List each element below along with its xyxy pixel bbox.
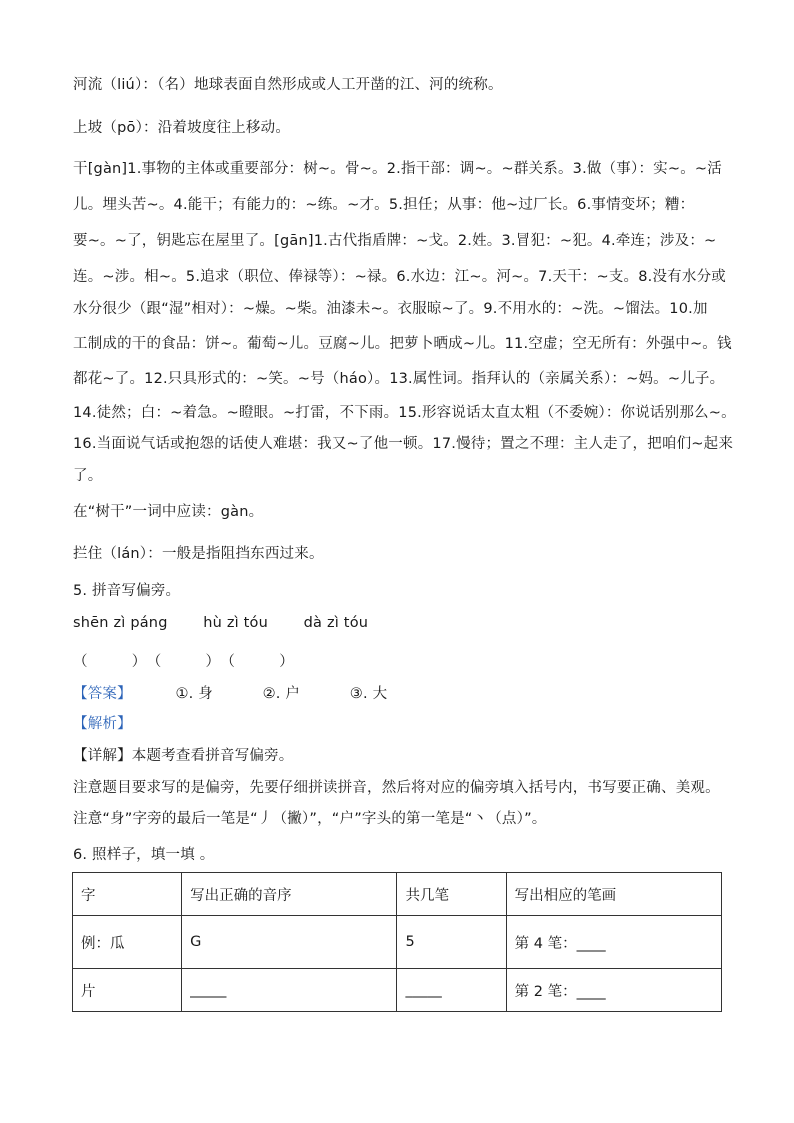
entry-gan-line-3: 要~。~了，钥匙忘在屋里了。[gān]1.古代指盾牌：~戈。2.姓。3.冒犯：~犯。4.牵连；涉及：~ — [73, 233, 717, 249]
entry-gan-line-10: 了。 — [73, 468, 103, 484]
entry-gan-line-6: 工制成的干的食品：饼~。葡萄~儿。豆腐~儿。把萝卜晒成~儿。11.空虚；空无所有：外强中~。钱 — [73, 336, 732, 352]
q6-table — [72, 872, 722, 1012]
q5-pinyin-3: dà zì tóu — [303, 615, 369, 631]
entry-shangpo: 上坡（pō）：沿着坡度往上移动。 — [73, 120, 291, 136]
cell-stroke: 第 4 笔：____ — [506, 916, 721, 969]
table-row — [73, 969, 722, 1012]
q5-note-1: 注意题目要求写的是偏旁，先要仔细拼读拼音，然后将对应的偏旁填入括号内，书写要正确、美观。 — [73, 780, 720, 796]
q5-pinyin-row — [73, 615, 368, 631]
entry-shugan: 在“树干”一词中应读：gàn。 — [73, 504, 264, 520]
entry-gan-line-2: 儿。埋头苦~。4.能干；有能力的：~练。~才。5.担任；从事：他~过厂长。6.事情变坏；糟： — [73, 197, 695, 213]
q5-note-2: 注意“身”字旁的最后一笔是“丿（撇）”，“户”字头的第一笔是“丶（点）”。 — [73, 811, 547, 827]
entry-gan-line-4: 连。~涉。相~。5.追求（职位、俸禄等）：~禄。6.水边：江~。河~。7.天干：~支。8.没有水分或 — [73, 269, 726, 285]
header-stroke: 写出相应的笔画 — [506, 873, 721, 916]
entry-lanzhu: 拦住（lán）：一般是指阻挡东西过来。 — [73, 546, 324, 562]
q5-answer-row — [73, 682, 387, 703]
table-row — [73, 916, 722, 969]
q6-title: 6. 照样子，填一填 。 — [73, 847, 215, 863]
entry-heliu: 河流（liú）：（名）地球表面自然形成或人工开凿的江、河的统称。 — [73, 77, 503, 93]
entry-gan-line-1: 干[gàn]1.事物的主体或重要部分：树~。骨~。2.指干部：调~。~群关系。3.做（事）：实~。~活 — [73, 161, 722, 177]
answer-3: ③. 大 — [349, 686, 388, 702]
entry-gan-line-5: 水分很少（跟“湿”相对）：~燥。~柴。油漆未~。衣服晾~了。9.不用水的：~洗。~馏法。10.加 — [73, 301, 708, 317]
q5-title: 5. 拼音写偏旁。 — [73, 583, 181, 599]
q5-detail: 【详解】本题考查看拼音写偏旁。 — [73, 748, 294, 764]
analysis-tag: 【解析】 — [73, 716, 132, 732]
entry-gan-line-8: 14.徒然；白：~着急。~瞪眼。~打雷，不下雨。15.形容说话太直太粗（不委婉）：你说话别那么~。 — [73, 405, 736, 421]
cell-stroke-count-blank[interactable]: _____ — [397, 969, 506, 1012]
cell-stroke[interactable]: 第 2 笔：____ — [506, 969, 721, 1012]
q5-blanks: （ ） （ ） （ ） — [73, 654, 294, 670]
cell-stroke-count: 5 — [397, 916, 506, 969]
table-header-row — [73, 873, 722, 916]
answer-1: ①. 身 — [175, 686, 213, 702]
header-initial: 写出正确的音序 — [182, 873, 397, 916]
cell-char: 片 — [73, 969, 182, 1012]
header-char: 字 — [73, 873, 182, 916]
cell-initial-blank[interactable]: _____ — [182, 969, 397, 1012]
header-stroke-count: 共几笔 — [397, 873, 506, 916]
cell-char: 例：瓜 — [73, 916, 182, 969]
answer-2: ②. 户 — [262, 686, 301, 702]
answer-tag: 【答案】 — [73, 686, 132, 702]
entry-gan-line-7: 都花~了。12.只具形式的：~笑。~号（háo）。13.属性词。指拜认的（亲属关系）：~妈。~儿子。 — [73, 371, 725, 387]
cell-initial: G — [182, 916, 397, 969]
entry-gan-line-9: 16.当面说气话或抱怨的话使人难堪：我又~了他一顿。17.慢待；置之不理：主人走了，把咱们~起来 — [73, 436, 734, 452]
q5-pinyin-2: hù zì tóu — [203, 615, 269, 631]
q5-pinyin-1: shēn zì páng — [73, 615, 168, 631]
